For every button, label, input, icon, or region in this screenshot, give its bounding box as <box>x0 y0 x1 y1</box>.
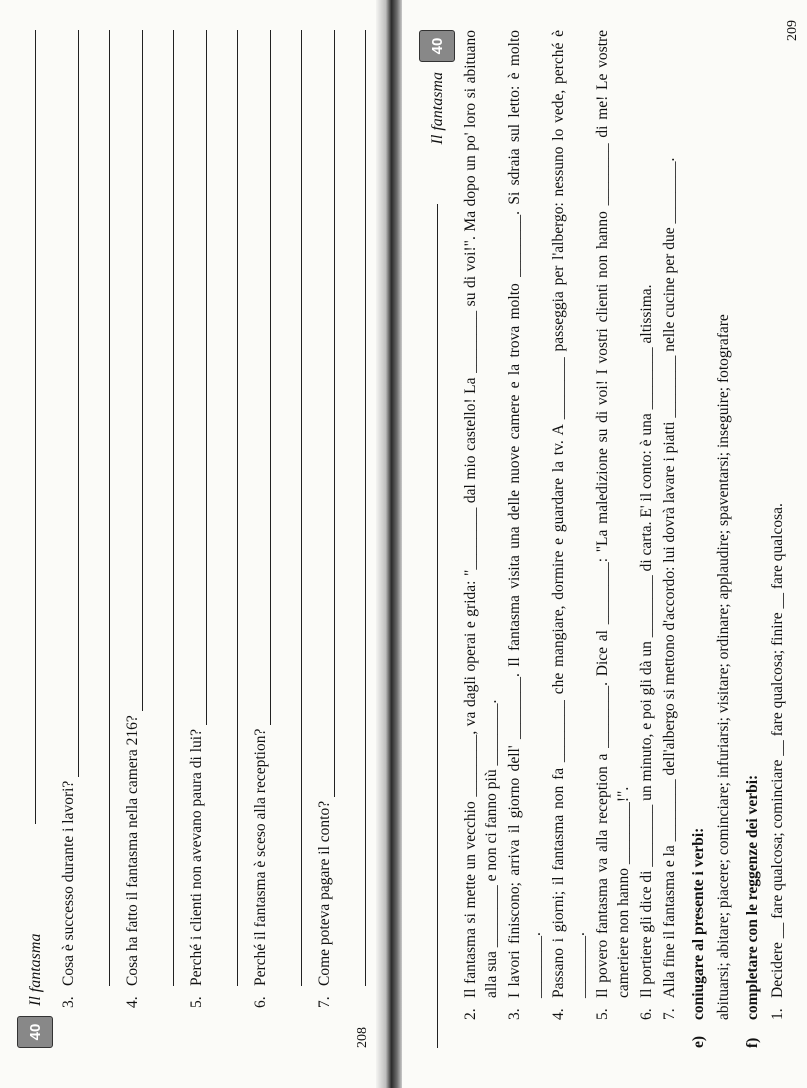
exercise-item: 6. Il portiere gli dice di ________ un minuto, e poi gli dà un ________ di carta. E' il conto: è una ________ altissima. <box>638 284 655 1020</box>
exercise-item: 2. Il fantasma si mette un vecchio ________, va dagli operai e grida: "________ dal mio castello! La ________ su di voi!". Ma dopo un po' loro si abituano alla sua ________ e non ci fanno più ________. <box>462 30 500 1020</box>
exercise-item: 5. Il povero fantasma va alla reception a ________. Dice al ________: "La maledizione su di voi! I vostri clienti non hanno ________ di me! Le vostre cameriere non hanno ________!". <box>594 30 632 1020</box>
section-e: e) coniugare al presente i verbi: abituarsi; abitare; piacere; cominciare; infuriarsi; visitare; ordinare; applaudire; spaventarsi; inseguire; fotografare <box>688 30 734 1048</box>
answer-line <box>190 30 207 725</box>
question-item: 6. Perché il fantasma è sceso alla reception? <box>250 30 271 1008</box>
left-page <box>0 0 377 1088</box>
exercise-item: 3. I lavori finiscono; arriva il giorno dell' ________. Il fantasma visita una delle nuove camere e la trova molto ________. Si sdraia sul letto: è molto ________. <box>506 30 544 1020</box>
running-title: Il fantasma <box>428 72 446 145</box>
answer-line <box>219 30 238 986</box>
page-number: 209 <box>785 20 800 41</box>
fill-in-list <box>460 30 680 1048</box>
section-heading: completare con le reggenze dei verbi: <box>744 774 761 1020</box>
page-number: 208 <box>355 1027 370 1048</box>
unit-badge: 40 <box>419 30 455 62</box>
running-title: Il fantasma <box>26 933 44 1006</box>
unit-badge: 40 <box>17 1016 53 1048</box>
exercise-item: 4. Passano i giorni; il fantasma non fa ________ che mangiare, dormire e guardare la tv. A ________ passeggia per l'albergo: nessuno lo vede, perché è ________. <box>550 30 588 1020</box>
right-page-header <box>420 30 454 1048</box>
header-rule <box>34 30 36 824</box>
exercise-item: 1. Decidere __ fare qualcosa; cominciare __ fare qualcosa; finire __ fare qualcosa. <box>769 503 786 1020</box>
answer-line <box>155 30 174 986</box>
question-list <box>58 30 366 1048</box>
answer-line <box>126 30 143 711</box>
section-heading: coniugare al presente i verbi: <box>690 827 707 1020</box>
right-page <box>402 0 807 1088</box>
left-page-header <box>18 30 52 1048</box>
question-item: 4. Cosa ha fatto il fantasma nella camera 216? <box>122 30 143 1008</box>
answer-line <box>283 30 302 986</box>
verb-list: abituarsi; abitare; piacere; cominciare; infuriarsi; visitare; ordinare; applaudire; spaventarsi; inseguire; fotografare <box>715 314 732 1020</box>
answer-line <box>318 30 335 797</box>
answer-line <box>347 30 366 986</box>
header-rule <box>436 204 438 1048</box>
question-item: 3. Cosa è successo durante i lavori? <box>58 30 79 1008</box>
answer-line <box>91 30 110 986</box>
answer-line <box>254 30 271 725</box>
question-item: 5. Perché i clienti non avevano paura di lui? <box>186 30 207 1008</box>
exercise-item: 7. Alla fine il fantasma e la ________ dell'albergo si mettono d'accordo: lui dovrà lavare i piatti ________ nelle cucine per due ________. <box>661 157 678 1020</box>
section-f: f) completare con le reggenze dei verbi: 1. Decidere __ fare qualcosa; cominciare __ fare qualcosa; finire __ fare qualcosa. <box>742 30 788 1048</box>
book-spine <box>376 0 404 1088</box>
answer-line <box>62 30 79 777</box>
question-item: 7. Come poteva pagare il conto? <box>314 30 335 1008</box>
